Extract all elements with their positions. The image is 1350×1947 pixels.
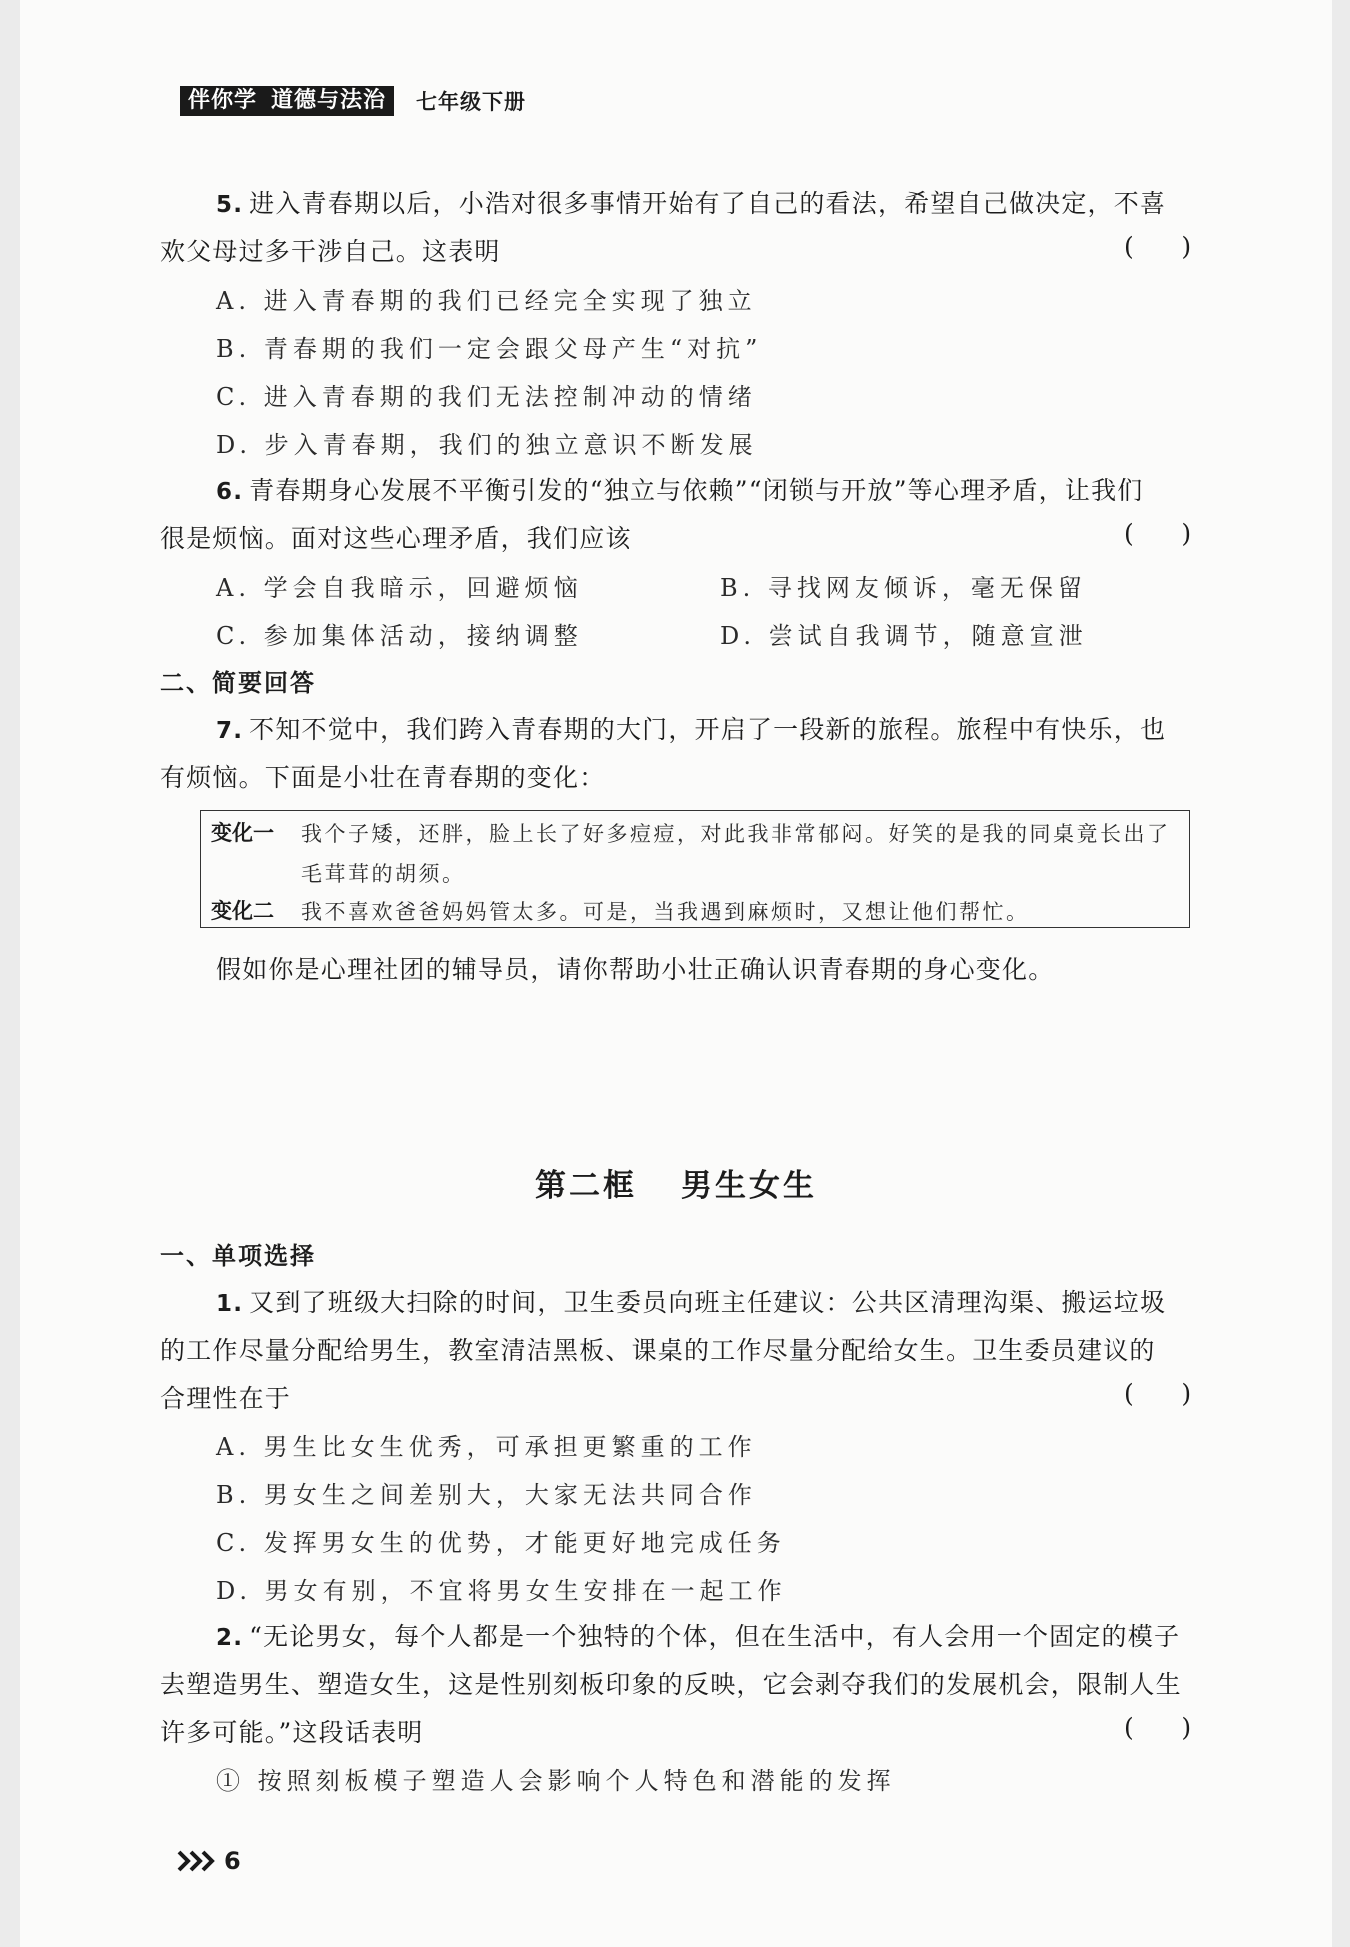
s2q2-stem-line-3: 许多可能。”这段话表明	[160, 1718, 424, 1747]
s2q2-statement-1: ① 按照刻板模子塑造人会影响个人特色和潜能的发挥	[216, 1767, 896, 1795]
q7-changes-box	[200, 810, 1190, 928]
s2q2-number: 2.	[216, 1625, 244, 1651]
s2q1-option-a: A. 男生比女生优秀，可承担更繁重的工作	[216, 1433, 757, 1461]
q5-option-b: B. 青春期的我们一定会跟父母产生“对抗”	[216, 335, 763, 363]
s2q2-stem-line-2: 去塑造男生、塑造女生，这是性别刻板印象的反映，它会剥夺我们的发展机会，限制人生	[160, 1670, 1182, 1699]
workbook-page	[20, 0, 1332, 1947]
q6-option-a: A. 学会自我暗示，回避烦恼	[216, 574, 583, 602]
q5-option-c: C. 进入青春期的我们无法控制冲动的情绪	[216, 383, 757, 411]
s2q1-number: 1.	[216, 1291, 244, 1317]
frame-name: 男生女生	[681, 1168, 817, 1204]
q6-option-b: B. 寻找网友倾诉，毫无保留	[720, 574, 1087, 602]
s2q1-stem-line-1: 1. 又到了班级大扫除的时间，卫生委员向班主任建议：公共区清理沟渠、搬运垃圾	[216, 1288, 1167, 1317]
change-2-label: 变化二	[211, 899, 274, 923]
change-1-text-line-2: 毛茸茸的胡须。	[301, 862, 466, 886]
change-2-text: 我不喜欢爸爸妈妈管太多。可是，当我遇到麻烦时，又想让他们帮忙。	[301, 900, 1030, 924]
q6-option-d: D. 尝试自我调节，随意宣泄	[720, 622, 1088, 650]
change-1-text-line-1: 我个子矮，还胖，脸上长了好多痘痘，对此我非常郁闷。好笑的是我的同桌竟长出了	[301, 822, 1171, 846]
s2q1-stem-line-3: 合理性在于	[160, 1384, 292, 1413]
q5-option-d: D. 步入青春期，我们的独立意识不断发展	[216, 431, 758, 459]
q6-stem-line-2: 很是烦恼。面对这些心理矛盾，我们应该	[160, 524, 632, 553]
section-heading-short-answer: 二、简要回答	[160, 669, 316, 697]
q5-stem-line-1: 5. 进入青春期以后，小浩对很多事情开始有了自己的看法，希望自己做决定，不喜	[216, 189, 1167, 218]
section-heading-single-choice: 一、单项选择	[160, 1242, 316, 1270]
frame-title	[20, 1160, 1332, 1205]
running-header	[180, 86, 526, 116]
q5-option-a: A. 进入青春期的我们已经完全实现了独立	[216, 287, 757, 315]
s2q1-stem-line-2: 的工作尽量分配给男生，教室清洁黑板、课桌的工作尽量分配给女生。卫生委员建议的	[160, 1336, 1156, 1365]
q7-prompt: 假如你是心理社团的辅导员，请你帮助小壮正确认识青春期的身心变化。	[216, 955, 1055, 984]
page-number: 6	[224, 1847, 241, 1875]
page-footer	[176, 1847, 241, 1875]
q5-answer-blank: ( )	[1124, 232, 1192, 261]
header-grade: 七年级下册	[416, 89, 527, 114]
s2q1-option-c: C. 发挥男女生的优势，才能更好地完成任务	[216, 1529, 786, 1557]
q6-answer-blank: ( )	[1124, 519, 1192, 548]
q6-stem-line-1: 6. 青春期身心发展不平衡引发的“独立与依赖”“闭锁与开放”等心理矛盾，让我们	[216, 476, 1144, 505]
s2q1-option-b: B. 男女生之间差别大，大家无法共同合作	[216, 1481, 757, 1509]
change-1-label: 变化一	[211, 821, 274, 845]
q6-number: 6.	[216, 479, 244, 505]
header-subject: 道德与法治	[271, 88, 387, 113]
s2q2-answer-blank: ( )	[1124, 1713, 1192, 1742]
s2q2-stem-line-1: 2. “无论男女，每个人都是一个独特的个体，但在生活中，有人会用一个固定的模子	[216, 1622, 1181, 1651]
s2q1-option-d: D. 男女有别，不宜将男女生安排在一起工作	[216, 1577, 787, 1605]
q5-number: 5.	[216, 192, 244, 218]
q6-option-c: C. 参加集体活动，接纳调整	[216, 622, 583, 650]
q7-stem-line-2: 有烦恼。下面是小壮在青春期的变化：	[160, 763, 606, 792]
header-badge	[180, 86, 394, 116]
triple-chevron-right-icon	[176, 1848, 216, 1874]
header-series: 伴你学	[188, 88, 258, 113]
q7-stem-line-1: 7. 不知不觉中，我们跨入青春期的大门，开启了一段新的旅程。旅程中有快乐，也	[216, 715, 1167, 744]
frame-number: 第二框	[535, 1168, 637, 1204]
q7-number: 7.	[216, 718, 244, 744]
s2q1-answer-blank: ( )	[1124, 1379, 1192, 1408]
q5-stem-line-2: 欢父母过多干涉自己。这表明	[160, 237, 501, 266]
